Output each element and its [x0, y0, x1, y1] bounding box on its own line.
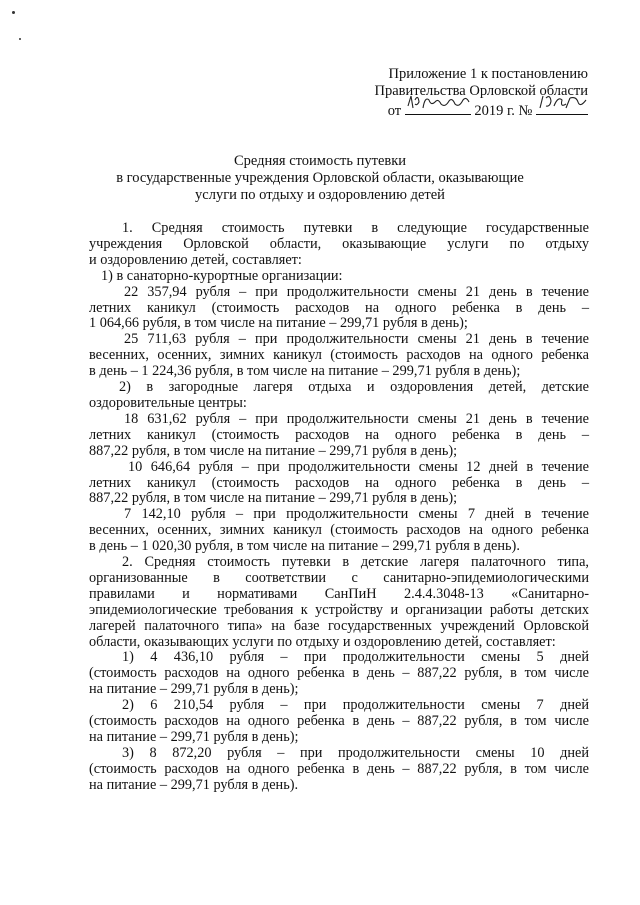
- s2-item1-line-1: 1) 4 436,10 рубля – при продолжительности смены 5 дней: [122, 649, 589, 666]
- s1-b-line-2: весенних, осенних, зимних каникул (стоимость расходов на одного ребенка: [89, 347, 589, 364]
- s1-d-line-1: 10 646,64 рубля – при продолжительности смены 12 дней в течение: [128, 458, 589, 475]
- s1-e-line-2: весенних, осенних, зимних каникул (стоимость расходов на одного ребенка: [89, 522, 589, 539]
- s1-e-line-3: в день – 1 020,30 рубля, в том числе на питание – 299,71 рубля в день).: [89, 538, 520, 555]
- s1-intro-line-1: 1. Средняя стоимость путевки в следующие государственные: [122, 220, 589, 236]
- title-line-3: услуги по отдыху и оздоровлению детей: [195, 187, 445, 203]
- s2-item3-line-1: 3) 8 872,20 рубля – при продолжительности смены 10 дней: [122, 744, 589, 761]
- header-date-line: [328, 100, 588, 120]
- s2-line-4: эпидемиологические требования к устройству и организации работы детских: [89, 601, 589, 618]
- s2-line-2: организованные в соответствии с санитарно-эпидемиологическими: [89, 569, 589, 586]
- header-line-1: Приложение 1 к постановлению: [388, 66, 588, 82]
- handwritten-number-signature: [536, 100, 588, 115]
- title-line-2: в государственные учреждения Орловской области, оказывающие: [116, 170, 524, 186]
- s1-intro-line-2: учреждения Орловской области, оказывающие услуги по отдыху: [89, 235, 589, 252]
- s1-d-line-3: 887,22 рубля, в том числе на питание – 299,71 рубля в день);: [89, 490, 458, 507]
- scan-speck-1: [12, 11, 15, 14]
- s2-item3-line-3: на питание – 299,71 рубля в день).: [89, 776, 299, 793]
- s1-d-line-2: летних каникул (стоимость расходов на одного ребенка в день –: [89, 474, 589, 491]
- s1-sub2-line-1: 2) в загородные лагеря отдыха и оздоровления детей, детские: [119, 379, 589, 396]
- appendix-header: [328, 66, 588, 120]
- document-body: [89, 221, 589, 794]
- s2-item2-line-2: (стоимость расходов на одного ребенка в день – 887,22 рубля, в том числе: [89, 713, 589, 730]
- date-year: 2019 г. №: [474, 103, 533, 119]
- s1-b-line-3: в день – 1 224,36 рубля, в том числе на питание – 299,71 рубля в день);: [89, 363, 521, 380]
- s2-line-1: 2. Средняя стоимость путевки в детские лагеря палаточного типа,: [122, 554, 589, 571]
- s1-e-line-1: 7 142,10 рубля – при продолжительности смены 7 дней в течение: [124, 506, 589, 523]
- s2-line-3: правилами и нормативами СанПиН 2.4.4.3048-13 «Санитарно-: [89, 585, 589, 602]
- s2-item2-line-1: 2) 6 210,54 рубля – при продолжительности смены 7 дней: [122, 697, 589, 714]
- s1-a-line-3: 1 064,66 рубля, в том числе на питание – 299,71 рубля в день);: [89, 315, 468, 332]
- document-title: [90, 153, 550, 204]
- s2-item2-line-3: на питание – 299,71 рубля в день);: [89, 729, 299, 745]
- s2-item1-line-2: (стоимость расходов на одного ребенка в день – 887,22 рубля, в том числе: [89, 665, 589, 682]
- title-line-1: Средняя стоимость путевки: [233, 153, 407, 169]
- s1-b-line-1: 25 711,63 рубля – при продолжительности смены 21 день в течение: [124, 331, 589, 348]
- s1-c-line-1: 18 631,62 рубля – при продолжительности смены 21 день в течение: [124, 410, 589, 427]
- date-prefix: от: [387, 103, 402, 119]
- header-line-2: Правительства Орловской области: [374, 83, 588, 99]
- s1-sub2-line-2: оздоровительные центры:: [89, 394, 247, 411]
- s1-c-line-2: летних каникул (стоимость расходов на одного ребенка в день –: [89, 426, 589, 443]
- s1-sub1: 1) в санаторно-курортные организации:: [101, 267, 343, 284]
- s1-a-line-1: 22 357,94 рубля – при продолжительности смены 21 день в течение: [124, 283, 589, 300]
- s1-c-line-3: 887,22 рубля, в том числе на питание – 299,71 рубля в день);: [89, 442, 458, 459]
- handwritten-date-signature: [405, 100, 471, 115]
- s2-line-6: области, оказывающих услуги по отдыху и оздоровлению детей, составляет:: [89, 633, 556, 650]
- s2-item1-line-3: на питание – 299,71 рубля в день);: [89, 681, 299, 698]
- s1-a-line-2: летних каникул (стоимость расходов на одного ребенка в день –: [89, 299, 589, 316]
- scan-speck-2: [19, 38, 21, 40]
- s2-item3-line-2: (стоимость расходов на одного ребенка в день – 887,22 рубля, в том числе: [89, 760, 589, 777]
- s2-line-5: лагерей палаточного типа» на базе государственных учреждений Орловской: [89, 617, 589, 634]
- s1-intro-line-3: и оздоровлению детей, составляет:: [89, 251, 302, 268]
